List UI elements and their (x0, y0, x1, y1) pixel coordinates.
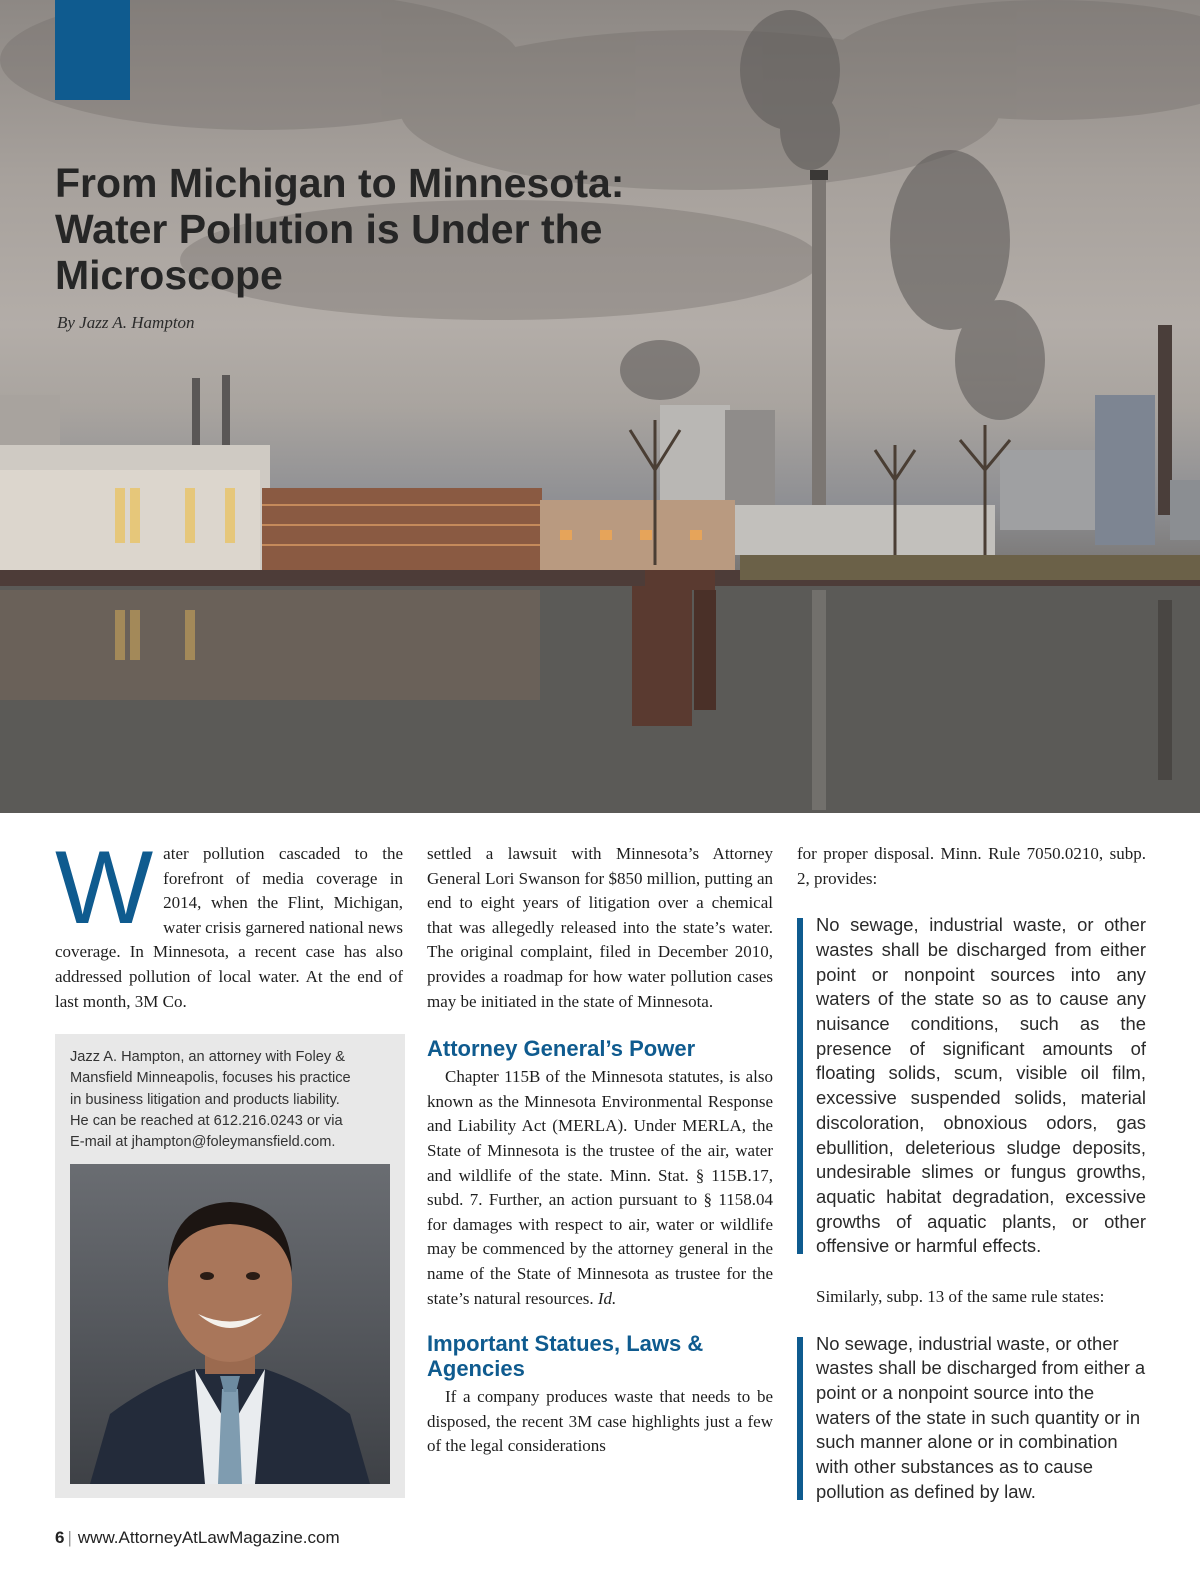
title-line: From Michigan to Minnesota: (55, 160, 625, 206)
page-number: 6 (55, 1528, 65, 1547)
quote-text: No sewage, industrial waste, or other wastes shall be discharged from either a point or a nonpoint source into the waters of the state in such quantity or in such manner alone or in combination with other substances as to cause pollution as defined by law. (816, 1332, 1146, 1502)
paragraph: for proper disposal. Minn. Rule 7050.0210, subp. 2, provides: (797, 844, 1146, 888)
section-heading: Attorney General’s Power (427, 1036, 696, 1062)
paragraph: If a company produces waste that needs to be disposed, the recent 3M case highlights just a few of the legal considerations (427, 1387, 773, 1456)
bio-line: E-mail at jhampton@foleymansfield.com. (70, 1134, 336, 1151)
author-bio (70, 1047, 392, 1153)
title-line: Water Pollution is Under the (55, 206, 603, 252)
paragraph: settled a lawsuit with Minnesota’s Attorney General Lori Swanson for $850 million, putting an end to eight years of litigation over a chemical that was allegedly released into the state’s water. The original complaint, filed in December 2010, provides a roadmap for how water pollution cases may be initiated in the state of Minnesota. (427, 844, 773, 1011)
article-title (55, 160, 755, 298)
block-quote (797, 1332, 1146, 1505)
paragraph: Similarly, subp. 13 of the same rule states: (816, 1287, 1105, 1307)
byline: By Jazz A. Hampton (57, 313, 195, 332)
intro-paragraph (55, 830, 403, 1014)
author-bio-box (55, 1034, 405, 1498)
website-link[interactable]: www.AttorneyAtLawMagazine.com (77, 1528, 340, 1547)
intro-text: ater pollution cascaded to the forefront of media coverage in 2014, when the Flint, Michigan, water crisis garnered national news coverage. In Minnesota, a recent case has also addressed pollution of local water. At the end of last month, 3M Co. (55, 844, 403, 1011)
portrait-illustration (70, 1164, 390, 1484)
bio-line: in business litigation and products liability. (70, 1091, 340, 1108)
paragraph-text: Chapter 115B of the Minnesota statutes, is also known as the Minnesota Environmental Response and Liability Act (MERLA). Under MERLA, the State of Minnesota is the trustee of the air, water and wildlife of the state. Minn. Stat. § 115B.17, subd. 7. Further, an action pursuant to § 1158.04 for damages with respect to air, water or wildlife may be commenced by the attorney general in the name of the State of Minnesota as trustee for the state’s natural resources. (427, 1067, 773, 1308)
bio-line: Jazz A. Hampton, an attorney with Foley & (70, 1049, 345, 1065)
bio-line: Mansfield Minneapolis, focuses his practice (70, 1070, 351, 1087)
citation-id: Id. (597, 1288, 617, 1308)
column-2 (427, 842, 773, 1459)
paragraph (427, 1065, 773, 1311)
title-line: Microscope (55, 252, 283, 298)
block-quote (797, 913, 1146, 1259)
bio-line: He can be reached at 612.216.0243 or via (70, 1112, 343, 1129)
footer-divider: | (67, 1528, 72, 1547)
column-3 (797, 842, 1146, 1505)
section-heading: Important Statues, Laws & Agencies (427, 1331, 704, 1382)
accent-block (55, 0, 130, 100)
drop-cap: W (55, 830, 154, 946)
column-1 (55, 830, 403, 1014)
quote-text: No sewage, industrial waste, or other wastes shall be discharged from either point or nonpoint sources into any waters of the state so as to cause any nuisance conditions, such as the presence of significant amounts of floating solids, scum, visible oil film, excessive suspended solids, material discoloration, obnoxious odors, gas ebullition, deleterious sludge deposits, undesirable slimes or fungus growths, aquatic habitat degradation, excessive growths of aquatic plants, or other offensive or harmful effects. (816, 914, 1146, 1257)
author-portrait (70, 1164, 390, 1484)
page-footer (55, 1528, 340, 1548)
